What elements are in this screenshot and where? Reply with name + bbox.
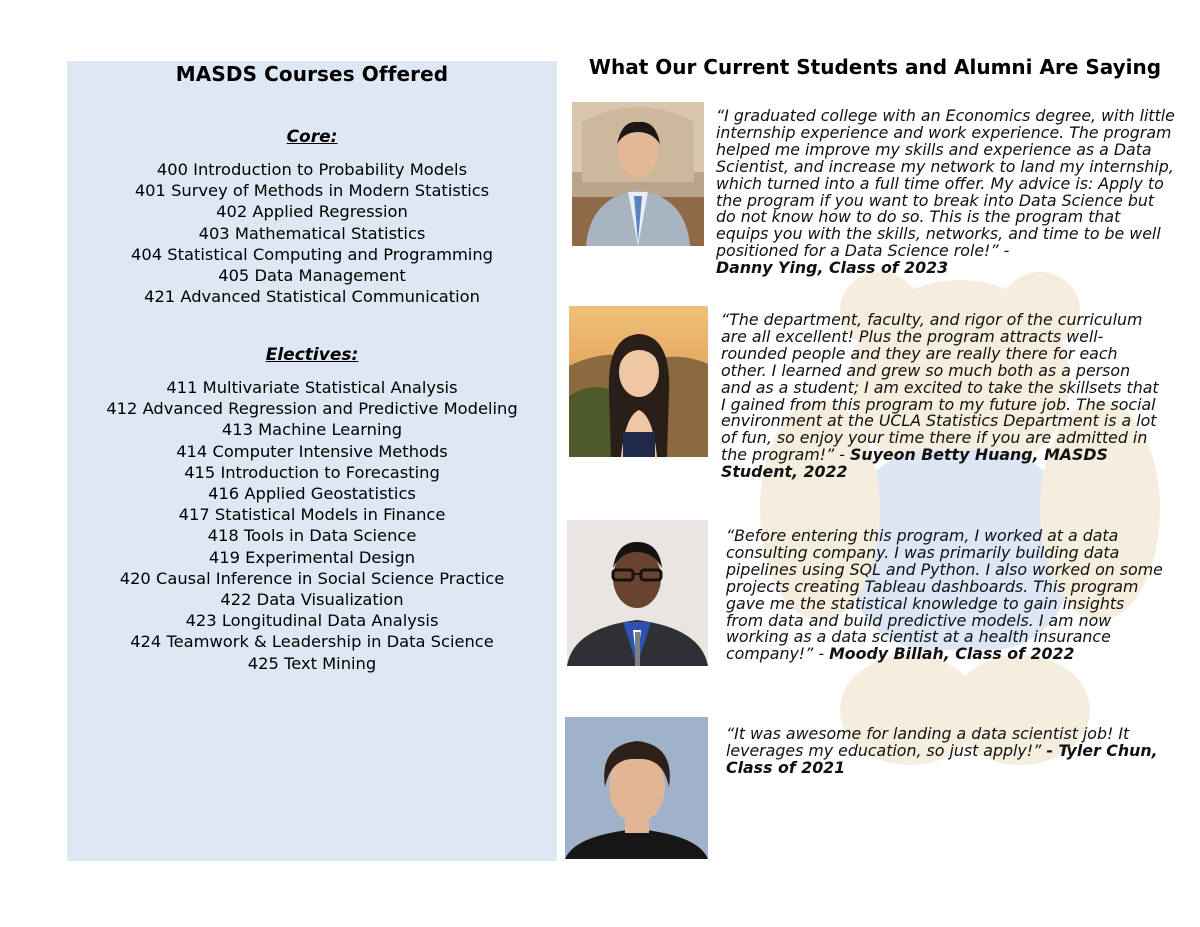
testimonial-moody-billah (726, 528, 1166, 663)
moody-billah-photo (567, 520, 708, 666)
core-course-item: 421 Advanced Statistical Communication (144, 287, 480, 307)
core-course-item: 403 Mathematical Statistics (198, 223, 426, 243)
elective-course-item: 420 Causal Inference in Social Science Practice (119, 568, 505, 588)
elective-course-item: 415 Introduction to Forecasting (184, 462, 440, 482)
elective-course-item: 416 Applied Geostatistics (208, 484, 416, 504)
elective-course-item: 424 Teamwork & Leadership in Data Science (130, 632, 494, 652)
testimonial-author: Suyeon Betty Huang, MASDS Student, 2022 (721, 445, 1108, 482)
elective-course-item: 422 Data Visualization (220, 590, 404, 610)
core-course-item: 400 Introduction to Probability Models (156, 160, 468, 179)
danny-ying-photo (572, 102, 704, 246)
core-course-item: 404 Statistical Computing and Programming (131, 244, 493, 264)
elective-course-item: 425 Text Mining (247, 653, 377, 673)
courses-panel (67, 61, 557, 861)
testimonial-quote: “The department, faculty, and rigor of the curriculum are all excellent! Plus the program attracts well-rounded people and they are really there for each other. I learned and grew so much both as a person and as a student; I am excited to take the skillsets that I gained from this program to my future job. The social environment at the UCLA Statistics Department is a lot of fun, so enjoy your time there if you are admitted in the program!” - (721, 310, 1159, 465)
testimonial-quote: “Before entering this program, I worked at a data consulting company. I was primarily building data pipelines using SQL and Python. I also worked on some projects creating Tableau dashboards. This program gave me the statistical knowledge to gain insights from data and build predictive models. I am now working as a data scientist at a health insurance company!” - (726, 526, 1163, 664)
core-course-list (67, 159, 557, 307)
testimonial-quote: “I graduated college with an Economics degree, with little internship experience and work experience. The program helped me improve my skills and experience as a Data Scientist, and increase my network to land my internship, which turned into a full time offer. My advice is: Apply to the program if you want to break into Data Science but do not know how to do so. This is the program that equips you with the skills, networks, and time to be well positioned for a Data Science role!” - (716, 106, 1175, 261)
elective-course-item: 413 Machine Learning (221, 420, 403, 440)
elective-course-item: 411 Multivariate Statistical Analysis (166, 378, 458, 397)
core-course-item: 405 Data Management (218, 266, 406, 286)
core-course-item: 401 Survey of Methods in Modern Statistics (134, 181, 490, 201)
elective-course-item: 412 Advanced Regression and Predictive Modeling (106, 399, 518, 419)
courses-title: MASDS Courses Offered (175, 62, 449, 86)
elective-course-item: 417 Statistical Models in Finance (178, 505, 446, 525)
elective-course-item: 418 Tools in Data Science (207, 526, 417, 546)
elective-course-item: 419 Experimental Design (208, 547, 416, 567)
testimonial-tyler-chun (726, 726, 1166, 777)
testimonial-author: Danny Ying, Class of 2023 (716, 258, 949, 278)
tyler-chun-photo (565, 717, 708, 859)
testimonial-suyeon-betty-huang (721, 312, 1161, 481)
testimonial-author: - Tyler Chun, Class of 2021 (726, 740, 1158, 777)
electives-course-list (67, 377, 557, 674)
testimonial-quote: “It was awesome for landing a data scientist job! It leverages my education, so just apply!” (726, 724, 1130, 760)
electives-heading: Electives: (265, 345, 359, 365)
testimonials-title: What Our Current Students and Alumni Are Saying (588, 55, 1162, 79)
elective-course-item: 414 Computer Intensive Methods (176, 441, 448, 461)
suyeon-betty-huang-photo (569, 306, 708, 457)
testimonial-author: Moody Billah, Class of 2022 (829, 644, 1075, 664)
core-course-item: 402 Applied Regression (216, 202, 408, 222)
core-heading: Core: (286, 127, 338, 147)
testimonial-danny-ying (716, 108, 1176, 277)
elective-course-item: 423 Longitudinal Data Analysis (185, 611, 439, 631)
